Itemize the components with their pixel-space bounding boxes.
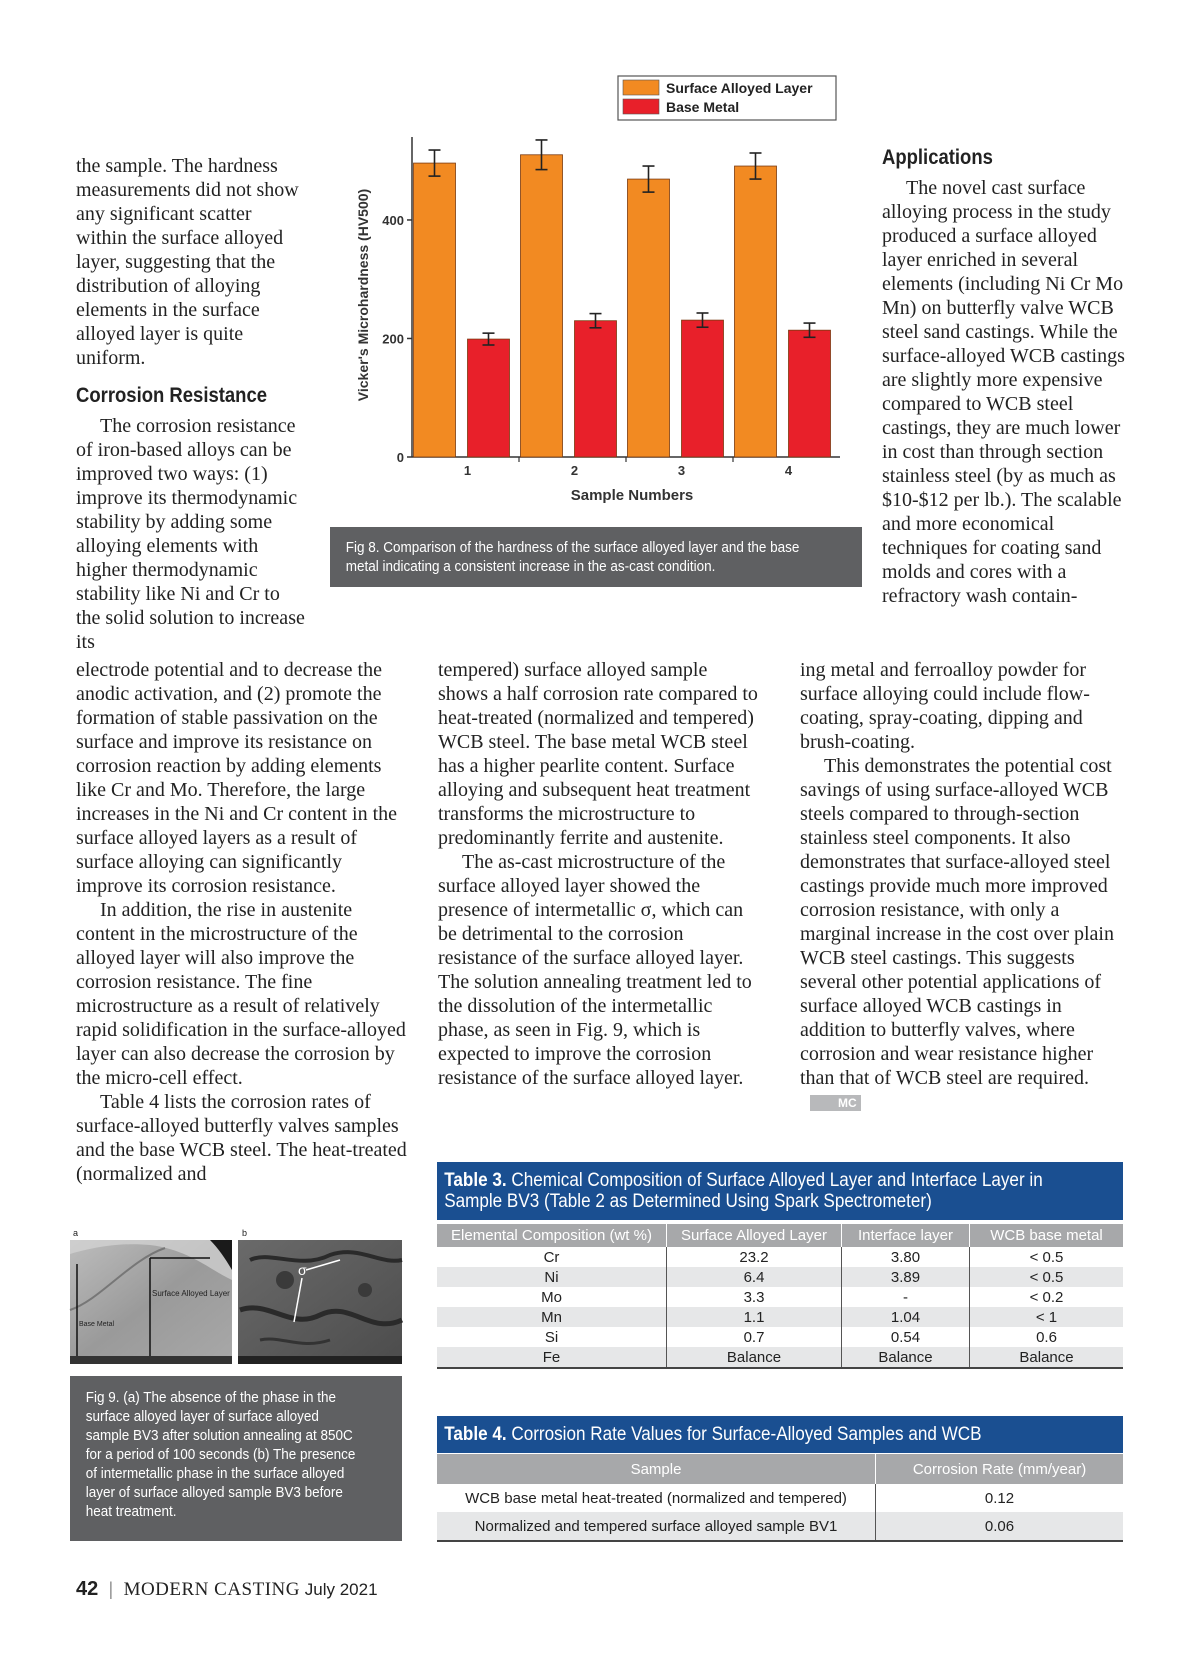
x-tick-label: 3 bbox=[677, 463, 686, 478]
y-tick-label: 400 bbox=[382, 212, 404, 228]
x-tick-label: 4 bbox=[784, 463, 793, 478]
table-cell: 0.6 bbox=[970, 1327, 1124, 1347]
col3-bottom bbox=[800, 658, 1130, 1114]
table-cell: 3.80 bbox=[842, 1247, 970, 1267]
bar-base-metal bbox=[468, 339, 510, 457]
figure9-micrographs bbox=[70, 1228, 402, 1364]
table-cell: 0.12 bbox=[876, 1484, 1124, 1512]
table-cell: < 0.5 bbox=[970, 1247, 1124, 1267]
table-cell: < 1 bbox=[970, 1307, 1124, 1327]
table-cell: < 0.2 bbox=[970, 1287, 1124, 1307]
table-row bbox=[437, 1287, 1123, 1307]
bar-base-metal bbox=[575, 321, 617, 457]
table3-header: Surface Alloyed Layer bbox=[667, 1224, 842, 1247]
legend-label: Base Metal bbox=[666, 99, 740, 115]
legend-swatch bbox=[623, 99, 659, 114]
col1-paragraph-2-cont: electrode potential and to decrease the anodic activation, and (2) promote the formation of stable passivation on the surface and improve its resistance on corrosion reaction by adding elements like Cr and Mo. Therefore, the large increases in the Ni and Cr content in the surface alloyed layers as a result of surface alloying can significantly improve its corrosion resistance. bbox=[76, 659, 398, 897]
footer-separator: | bbox=[109, 1579, 113, 1600]
table-cell: Balance bbox=[667, 1347, 842, 1368]
table-row bbox=[437, 1484, 1123, 1512]
table3-title-line1: Chemical Composition of Surface Alloyed Layer and Interface Layer in bbox=[511, 1170, 1043, 1191]
legend-swatch bbox=[623, 80, 659, 95]
table3-header: Elemental Composition (wt %) bbox=[437, 1224, 667, 1247]
col2-paragraph-2: The as-cast microstructure of the surface alloyed layer showed the presence of intermetallic σ, which can be detrimental to the corrosion resistance of the surface alloyed layer. The solution annealing treatment led to the dissolution of the intermetallic phase, as seen in Fig. 9, which is expected to improve the corrosion resistance of the surface alloyed layer. bbox=[438, 851, 752, 1089]
issue-date: July 2021 bbox=[304, 1580, 378, 1599]
panel-b-label: b bbox=[242, 1228, 248, 1238]
table-cell: Normalized and tempered surface alloyed sample BV1 bbox=[437, 1512, 876, 1541]
table-cell: Balance bbox=[970, 1347, 1124, 1368]
table-row bbox=[437, 1267, 1123, 1287]
table-row bbox=[437, 1247, 1123, 1267]
col1-paragraph-3: In addition, the rise in austenite content in the microstructure of the alloyed layer will also improve the corrosion resistance. The fine microstructure as a result of relatively rapid solidification in the surface-alloyed layer can also decrease the corrosion by the micro-cell effect. bbox=[76, 899, 406, 1089]
x-tick-label: 2 bbox=[570, 463, 579, 478]
table-cell: 6.4 bbox=[667, 1267, 842, 1287]
figure9-caption-box bbox=[70, 1376, 402, 1541]
table3-header: Interface layer bbox=[842, 1224, 970, 1247]
table4-label: Table 4. bbox=[444, 1424, 507, 1445]
table3-title-bar bbox=[437, 1162, 1123, 1220]
table4-title: Corrosion Rate Values for Surface-Alloyed Samples and WCB bbox=[511, 1424, 982, 1445]
table3-label: Table 3. bbox=[444, 1170, 507, 1191]
col2-paragraph-1: tempered) surface alloyed sample shows a half corrosion rate compared to heat-treated (normalized and tempered) WCB steel. The base metal WCB steel has a higher pearlite content. Surface alloying and subsequent heat treatment transforms the microstructure to predominantly ferrite and austenite. bbox=[438, 659, 758, 849]
col2 bbox=[438, 658, 760, 1090]
col3-paragraph-1-cont: ing metal and ferroalloy powder for surface alloying could include flow-coating, spray-coating, dipping and brush-coating. bbox=[800, 659, 1090, 753]
table-cell: Mo bbox=[541, 1288, 562, 1306]
table-row bbox=[437, 1512, 1123, 1541]
table3-header: WCB base metal bbox=[970, 1224, 1124, 1247]
heading-applications: Applications bbox=[882, 146, 993, 169]
col1-paragraph-2: The corrosion resistance of iron-based alloys can be improved two ways: (1) improve its thermodynamic stability by adding some alloying elements with higher thermodynamic stability like Ni and Cr to the solid solution to increase its bbox=[76, 415, 305, 653]
table3 bbox=[437, 1224, 1123, 1369]
bar-surface-alloyed-layer bbox=[735, 166, 777, 457]
end-mark: MC bbox=[810, 1095, 861, 1111]
bar-surface-alloyed-layer bbox=[628, 179, 670, 457]
y-tick-label: 0 bbox=[396, 450, 404, 465]
table-row bbox=[437, 1347, 1123, 1368]
bar-surface-alloyed-layer bbox=[414, 163, 456, 457]
col1-paragraph-4: Table 4 lists the corrosion rates of surface-alloyed butterfly valves samples and the base WCB steel. The heat-treated (normalized and bbox=[76, 1091, 407, 1185]
x-tick-label: 1 bbox=[463, 463, 472, 478]
col3-top bbox=[882, 146, 1132, 608]
table-cell: 3.89 bbox=[842, 1267, 970, 1287]
sigma-label: σ bbox=[298, 1262, 307, 1278]
table-cell: < 0.5 bbox=[970, 1267, 1124, 1287]
table3-header-row bbox=[437, 1224, 1123, 1247]
y-tick-label: 200 bbox=[382, 331, 404, 347]
bar-base-metal bbox=[682, 320, 724, 457]
panel-a-label: a bbox=[73, 1228, 79, 1238]
bar-base-metal bbox=[789, 330, 831, 457]
table-cell: Fe bbox=[437, 1347, 667, 1368]
table4-header: Corrosion Rate (mm/year) bbox=[876, 1454, 1124, 1484]
col1-top bbox=[76, 154, 306, 654]
table-cell: - bbox=[842, 1287, 970, 1307]
col1-paragraph-1: the sample. The hardness measurements did not show any significant scatter within the surface alloyed layer, suggesting that the distribution of alloying elements in the surface alloyed layer is quite uniform. bbox=[76, 155, 299, 369]
heading-corrosion-resistance: Corrosion Resistance bbox=[76, 384, 268, 407]
page-footer bbox=[76, 1578, 378, 1601]
table-cell: 23.2 bbox=[667, 1247, 842, 1267]
table-cell: WCB base metal heat-treated (normalized and tempered) bbox=[465, 1489, 847, 1507]
bar-surface-alloyed-layer bbox=[521, 155, 563, 457]
x-axis-label: Sample Numbers bbox=[570, 487, 694, 504]
table-cell: Si bbox=[544, 1328, 559, 1346]
base-metal-label: Base Metal bbox=[79, 1321, 115, 1328]
table-cell: Mn bbox=[437, 1307, 667, 1327]
table-cell: 1.1 bbox=[667, 1307, 842, 1327]
table-cell: Cr bbox=[543, 1248, 560, 1266]
magazine-name: MODERN CASTING bbox=[123, 1579, 300, 1600]
table-cell: 3.3 bbox=[667, 1287, 842, 1307]
table-row bbox=[437, 1327, 1123, 1347]
page-number: 42 bbox=[76, 1578, 99, 1600]
col3-paragraph-2-text: This demonstrates the potential cost savings of using surface-alloyed WCB steels compared to through-section stainless steel components. It also demonstrates that surface-alloyed steel castings provide much more improved corrosion resistance, with only a marginal increase in the cost over plain WCB steel castings. This suggests several other potential applications of surface alloyed WCB castings in addition to butterfly valves, where corrosion and wear resistance higher than that of WCB steel are required. bbox=[800, 755, 1114, 1089]
col1-bottom bbox=[76, 658, 408, 1186]
figure9-caption: Fig 9. (a) The absence of the phase in the surface alloyed layer of surface alloyed sample BV3 after solution annealing at 850C for a period of 100 seconds (b) The presence of intermetallic phase in the surface alloyed layer of surface alloyed sample BV3 before heat treatment. bbox=[85, 1390, 356, 1520]
figure8-caption-box bbox=[330, 527, 862, 587]
y-axis-label: Vicker's Microhardness (HV500) bbox=[355, 188, 371, 402]
figure8-caption: Fig 8. Comparison of the hardness of the surface alloyed layer and the base metal indicating a consistent increase in the as-cast condition. bbox=[345, 540, 800, 575]
col3-paragraph-1: The novel cast surface alloying process in the study produced a surface alloyed layer enriched in several elements (including Ni Cr Mo Mn) on butterfly valve WCB steel sand castings. While the surface-alloyed WCB castings are slightly more expensive compared to WCB steel castings, they are much lower in cost than through section stainless steel (by as much as $10-$12 per lb.). The scalable and more economical techniques for coating sand molds and cores with a refractory wash contain- bbox=[882, 177, 1125, 607]
surface-alloyed-layer-label: Surface Alloyed Layer bbox=[152, 1289, 230, 1298]
table-cell: 0.7 bbox=[667, 1327, 842, 1347]
table3-title-line2: Sample BV3 (Table 2 as Determined Using Spark Spectrometer) bbox=[444, 1191, 932, 1212]
table4 bbox=[437, 1454, 1123, 1542]
table-cell: Balance bbox=[842, 1347, 970, 1368]
table4-header: Sample bbox=[437, 1454, 876, 1484]
table4-header-row bbox=[437, 1454, 1123, 1484]
figure8-chart bbox=[340, 70, 860, 510]
col3-paragraph-2 bbox=[800, 754, 1130, 1114]
table-cell: 0.54 bbox=[842, 1327, 970, 1347]
table4-title-bar bbox=[437, 1416, 1123, 1453]
table-cell: 1.04 bbox=[842, 1307, 970, 1327]
legend-label: Surface Alloyed Layer bbox=[666, 80, 813, 96]
table-cell: 0.06 bbox=[876, 1512, 1124, 1541]
table-row bbox=[437, 1307, 1123, 1327]
table-cell: Ni bbox=[437, 1267, 667, 1287]
